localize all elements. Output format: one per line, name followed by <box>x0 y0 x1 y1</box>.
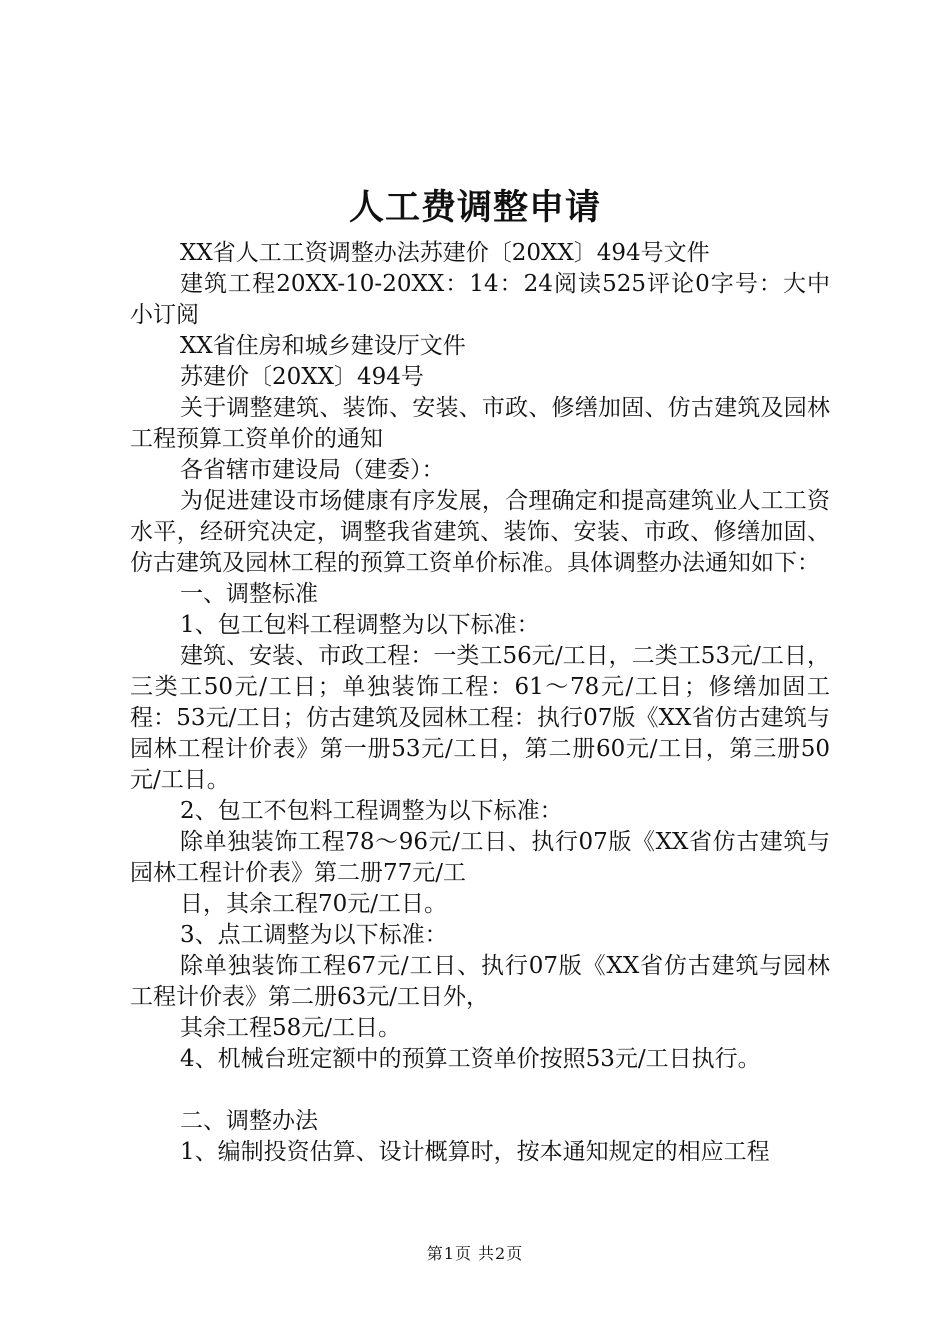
page-footer: 第1页 共2页 <box>426 1244 524 1263</box>
paragraph: 日，其余工程70元/工日。 <box>180 891 448 917</box>
section-heading: 二、调整办法 <box>180 1108 318 1134</box>
paragraph: 4、机械台班定额中的预算工资单价按照53元/工日执行。 <box>180 1046 761 1072</box>
paragraph: 1、包工包料工程调整为以下标准： <box>180 612 540 638</box>
paragraph: 苏建价〔20XX〕494号 <box>180 364 424 390</box>
paragraph: 3、点工调整为以下标准： <box>180 922 448 948</box>
paragraph: 各省辖市建设局（建委）： <box>180 457 445 483</box>
paragraph: 建筑、安装、市政工程：一类工56元/工日，二类工53元/工日，三类工50元/工日；单独装饰工程：61～78元/工日；修缮加固工程：53元/工日；仿古建筑及园林工程：执行07版《XX省仿古建筑与园林工程计价表》第一册53元/工日，第二册60元/工日，第三册50元/工日。 <box>130 643 830 793</box>
paragraph: 其余工程58元/工日。 <box>180 1015 402 1041</box>
paragraph: 关于调整建筑、装饰、安装、市政、修缮加固、仿古建筑及园林工程预算工资单价的通知 <box>130 395 830 452</box>
paragraph: 建筑工程20XX-10-20XX：14：24阅读525评论0字号：大中小订阅 <box>130 271 830 328</box>
paragraph: 除单独装饰工程78～96元/工日、执行07版《XX省仿古建筑与园林工程计价表》第二册77元/工 <box>130 829 830 886</box>
paragraph: 1、编制投资估算、设计概算时，按本通知规定的相应工程 <box>180 1139 770 1165</box>
paragraph: 为促进建设市场健康有序发展，合理确定和提高建筑业人工工资水平，经研究决定，调整我省建筑、装饰、安装、市政、修缮加固、仿古建筑及园林工程的预算工资单价标准。具体调整办法通知如下： <box>130 488 830 576</box>
section-heading: 一、调整标准 <box>180 581 318 607</box>
paragraph: XX省住房和城乡建设厅文件 <box>180 333 466 359</box>
document-title: 人工费调整申请 <box>348 187 601 228</box>
paragraph: XX省人工工资调整办法苏建价〔20XX〕494号文件 <box>180 240 710 266</box>
paragraph: 2、包工不包料工程调整为以下标准： <box>180 798 563 824</box>
document-body <box>130 238 830 1168</box>
paragraph: 除单独装饰工程67元/工日、执行07版《XX省仿古建筑与园林工程计价表》第二册63元/工日外， <box>130 953 830 1010</box>
